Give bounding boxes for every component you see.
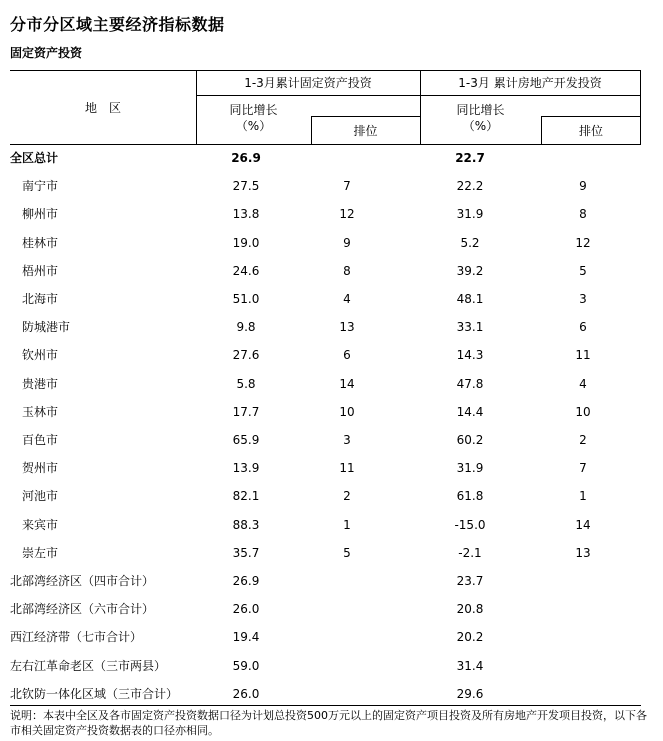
cell-estate-rank: 13 bbox=[575, 545, 591, 560]
cell-name: 桂林市 bbox=[22, 235, 59, 250]
group-header-bottom-rule bbox=[196, 95, 641, 96]
cell-estate-growth: 31.9 bbox=[456, 207, 484, 222]
cell-fixed-rank: 2 bbox=[343, 489, 351, 504]
cell-fixed-rank: 4 bbox=[343, 292, 351, 306]
cell-estate-growth: 33.1 bbox=[456, 320, 484, 335]
cell-estate-growth: 14.3 bbox=[456, 348, 484, 363]
cell-name: 贵港市 bbox=[22, 376, 59, 391]
header-estate-rank: 排位 bbox=[578, 124, 603, 138]
cell-estate-rank: 10 bbox=[575, 404, 591, 419]
header-fixed-growth: 同比增长 bbox=[229, 103, 278, 117]
cell-fixed-rank: 1 bbox=[343, 517, 351, 532]
rank-header-top-rule-fixed bbox=[311, 116, 420, 117]
cell-estate-growth: 39.2 bbox=[456, 263, 484, 278]
cell-name: 防城港市 bbox=[22, 320, 71, 335]
cell-name: 北海市 bbox=[22, 292, 59, 306]
cell-fixed-rank: 14 bbox=[339, 376, 355, 391]
table-bottom-rule bbox=[10, 705, 641, 706]
cell-name: 左右江革命老区（三市两县） bbox=[10, 658, 167, 673]
cell-estate-growth: 5.2 bbox=[460, 235, 480, 250]
cell-estate-growth: 20.2 bbox=[456, 630, 484, 645]
cell-name: 崇左市 bbox=[22, 545, 59, 560]
cell-estate-growth: 22.2 bbox=[456, 179, 484, 194]
cell-fixed-growth: 19.4 bbox=[232, 630, 260, 645]
cell-name: 玉林市 bbox=[22, 404, 59, 419]
cell-fixed-growth: 88.3 bbox=[232, 517, 260, 532]
cell-fixed-growth: 82.1 bbox=[232, 489, 260, 504]
cell-name: 来宾市 bbox=[22, 517, 59, 532]
cell-estate-growth: 31.4 bbox=[456, 658, 484, 673]
cell-fixed-rank: 8 bbox=[343, 263, 351, 278]
cell-fixed-growth: 13.9 bbox=[232, 461, 260, 476]
cell-name: 梧州市 bbox=[22, 263, 59, 278]
table-note: 说明：本表中全区及各市固定资产投资数据口径为计划总投资500万元以上的固定资产项目投资及所有房地产开发项目投资，以下各市相关固定资产投资数据表的口径亦相同。 bbox=[10, 709, 647, 737]
cell-estate-rank: 7 bbox=[579, 461, 587, 476]
cell-estate-growth: 20.8 bbox=[456, 602, 484, 617]
cell-estate-rank: 3 bbox=[579, 292, 587, 306]
cell-fixed-growth: 59.0 bbox=[232, 658, 260, 673]
cell-name: 河池市 bbox=[22, 489, 59, 504]
cell-name: 百色市 bbox=[22, 433, 59, 447]
cell-fixed-growth: 26.0 bbox=[232, 686, 260, 701]
cell-estate-rank: 11 bbox=[575, 348, 591, 363]
cell-fixed-growth: 19.0 bbox=[232, 235, 260, 250]
cell-fixed-rank: 3 bbox=[343, 433, 351, 447]
cell-fixed-rank: 5 bbox=[343, 545, 351, 560]
cell-name: 北钦防一体化区域（三市合计） bbox=[10, 686, 179, 701]
cell-estate-growth: -2.1 bbox=[458, 545, 482, 560]
cell-name: 钦州市 bbox=[22, 348, 59, 363]
cell-fixed-rank: 12 bbox=[339, 207, 355, 222]
page-subtitle: 固定资产投资 bbox=[10, 46, 83, 60]
cell-estate-growth: -15.0 bbox=[454, 517, 486, 532]
cell-name: 北部湾经济区（六市合计） bbox=[10, 602, 155, 617]
cell-estate-growth: 14.4 bbox=[456, 404, 484, 419]
cell-fixed-growth: 5.8 bbox=[236, 376, 256, 391]
cell-estate-growth: 47.8 bbox=[456, 376, 484, 391]
cell-name: 南宁市 bbox=[22, 179, 59, 194]
rank-header-top-rule-estate bbox=[541, 116, 641, 117]
cell-fixed-growth: 27.6 bbox=[232, 348, 260, 363]
header-fixed-rank: 排位 bbox=[353, 124, 378, 138]
cell-fixed-rank: 11 bbox=[339, 461, 355, 476]
cell-fixed-growth: 27.5 bbox=[232, 179, 260, 194]
cell-estate-growth: 23.7 bbox=[456, 574, 484, 588]
cell-fixed-growth: 13.8 bbox=[232, 207, 260, 222]
cell-estate-growth: 31.9 bbox=[456, 461, 484, 476]
cell-fixed-growth: 35.7 bbox=[232, 545, 260, 560]
cell-fixed-rank: 6 bbox=[343, 348, 351, 363]
header-estate-growth: 同比增长 bbox=[456, 103, 505, 117]
cell-fixed-growth: 17.7 bbox=[232, 404, 260, 419]
cell-estate-growth: 22.7 bbox=[455, 151, 485, 165]
cell-fixed-growth: 9.8 bbox=[236, 320, 256, 335]
cell-name: 北部湾经济区（四市合计） bbox=[10, 574, 155, 588]
header-estate-investment: 1-3月 累计房地产开发投资 bbox=[458, 76, 602, 90]
cell-fixed-growth: 26.9 bbox=[231, 151, 261, 165]
cell-name: 柳州市 bbox=[22, 207, 59, 222]
header-region: 地 区 bbox=[84, 101, 121, 115]
table-top-rule bbox=[10, 70, 641, 71]
cell-fixed-growth: 26.9 bbox=[232, 574, 260, 588]
cell-name: 全区总计 bbox=[10, 151, 59, 165]
cell-estate-rank: 6 bbox=[579, 320, 587, 335]
cell-estate-rank: 1 bbox=[579, 489, 587, 504]
cell-estate-growth: 60.2 bbox=[456, 433, 484, 447]
cell-fixed-rank: 9 bbox=[343, 235, 351, 250]
cell-estate-rank: 12 bbox=[575, 235, 591, 250]
cell-estate-growth: 61.8 bbox=[456, 489, 484, 504]
cell-estate-growth: 29.6 bbox=[456, 686, 484, 701]
cell-fixed-growth: 24.6 bbox=[232, 263, 260, 278]
cell-estate-rank: 14 bbox=[575, 517, 591, 532]
cell-estate-rank: 8 bbox=[579, 207, 587, 222]
page-title: 分市分区域主要经济指标数据 bbox=[10, 15, 225, 34]
cell-fixed-rank: 7 bbox=[343, 179, 351, 194]
cell-name: 贺州市 bbox=[22, 461, 59, 476]
cell-estate-rank: 4 bbox=[579, 376, 587, 391]
cell-estate-growth: 48.1 bbox=[456, 292, 484, 306]
cell-name: 西江经济带（七市合计） bbox=[10, 630, 143, 645]
header-fixed-growth-unit: （%） bbox=[235, 119, 272, 133]
cell-fixed-rank: 10 bbox=[339, 404, 355, 419]
cell-estate-rank: 9 bbox=[579, 179, 587, 194]
cell-fixed-growth: 51.0 bbox=[232, 292, 260, 306]
cell-fixed-growth: 65.9 bbox=[232, 433, 260, 447]
header-estate-growth-unit: （%） bbox=[462, 119, 499, 133]
header-bottom-rule bbox=[10, 144, 641, 145]
cell-estate-rank: 5 bbox=[579, 263, 587, 278]
cell-estate-rank: 2 bbox=[579, 433, 587, 447]
cell-fixed-rank: 13 bbox=[339, 320, 355, 335]
header-fixed-investment: 1-3月累计固定资产投资 bbox=[244, 76, 372, 90]
cell-fixed-growth: 26.0 bbox=[232, 602, 260, 617]
